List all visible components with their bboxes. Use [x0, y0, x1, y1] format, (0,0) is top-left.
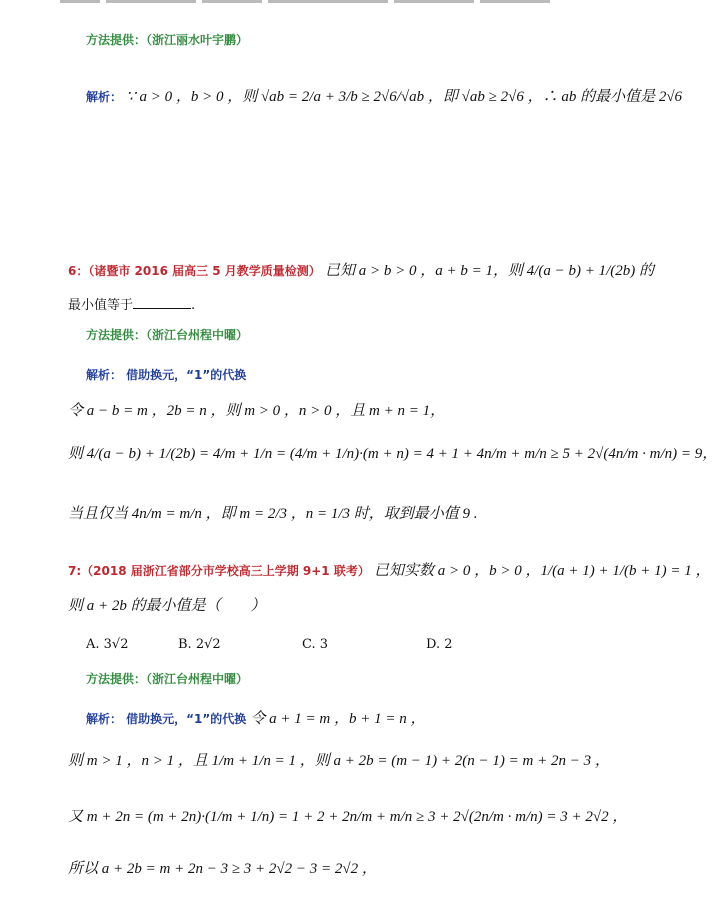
option-d: D. 2: [426, 637, 453, 652]
answer-blank: [133, 297, 191, 309]
solution-2-hint: 借助换元，“1”的代换: [126, 368, 247, 382]
question-7-line2: 则 a + 2b 的最小值是（ ）: [68, 598, 266, 614]
question-6-line2: [68, 297, 195, 314]
solution-1: [86, 88, 682, 107]
solution-3-hint-math: 令 a + 1 = m ，b + 1 = n ，: [250, 711, 426, 727]
credit-line-1: 方法提供：（浙江丽水叶宇鹏）: [86, 33, 249, 47]
question-7-source: 7:（2018 届浙江省部分市学校高三上学期 9+1 联考）: [68, 564, 370, 578]
solution-2-line-1: 令 a − b = m ，2b = n ，则 m > 0 ，n > 0 ，且 m + n = 1，: [68, 403, 446, 419]
option-c: C. 3: [302, 637, 329, 652]
solution-1-math: ∵ a > 0 ，b > 0 ，则 √ab = 2/a + 3/b ≥ 2√6/√ab ，即 √ab ≥ 2√6 ，∴ ab 的最小值是 2√6: [126, 89, 683, 105]
question-7-text: 已知实数 a > 0 ，b > 0 ，1/(a + 1) + 1/(b + 1) = 1 ，: [373, 563, 711, 579]
question-6-end: .: [191, 298, 196, 313]
solution-2-header: [86, 368, 246, 384]
question-6: [68, 262, 654, 281]
solution-2-line-2: 则 4/(a − b) + 1/(2b) = 4/m + 1/n = (4/m + 1/n)·(m + n) = 4 + 1 + 4n/m + m/n ≥ 5 + 2√(4n/m · m/n) = 9，: [68, 446, 717, 462]
question-7: [68, 562, 711, 581]
solution-label: 解析：: [86, 90, 123, 104]
solution-3-line-1: 则 m > 1 ，n > 1 ，且 1/m + 1/n = 1 ，则 a + 2b = (m − 1) + 2(n − 1) = m + 2n − 3 ，: [68, 753, 610, 769]
credit-line-3: 方法提供：（浙江台州程中曜）: [86, 672, 249, 686]
solution-3-line-2: 又 m + 2n = (m + 2n)·(1/m + 1/n) = 1 + 2 + 2n/m + m/n ≥ 3 + 2√(2n/m · m/n) = 3 + 2√2 ，: [68, 809, 628, 825]
question-6-text: 已知 a > b > 0 ，a + b = 1，则 4/(a − b) + 1/(2b) 的: [324, 263, 655, 279]
option-a: A. 3√2: [86, 637, 129, 652]
cropped-previous-line: [60, 0, 580, 3]
solution-3-header: [86, 710, 426, 729]
question-6-text2: 最小值等于: [68, 298, 134, 313]
solution-2-line-3: 当且仅当 4n/m = m/n ，即 m = 2/3 ，n = 1/3 时，取到最小值 9 .: [68, 506, 478, 522]
solution-label: 解析：: [86, 368, 123, 382]
credit-line-2: 方法提供：（浙江台州程中曜）: [86, 328, 249, 342]
question-6-source: 6：（诸暨市 2016 届高三 5 月教学质量检测）: [68, 264, 321, 278]
option-b: B. 2√2: [178, 637, 221, 652]
solution-3-line-3: 所以 a + 2b = m + 2n − 3 ≥ 3 + 2√2 − 3 = 2√2 ，: [68, 861, 377, 877]
solution-label: 解析：: [86, 712, 123, 726]
solution-3-hint: 借助换元，“1”的代换: [126, 712, 247, 726]
